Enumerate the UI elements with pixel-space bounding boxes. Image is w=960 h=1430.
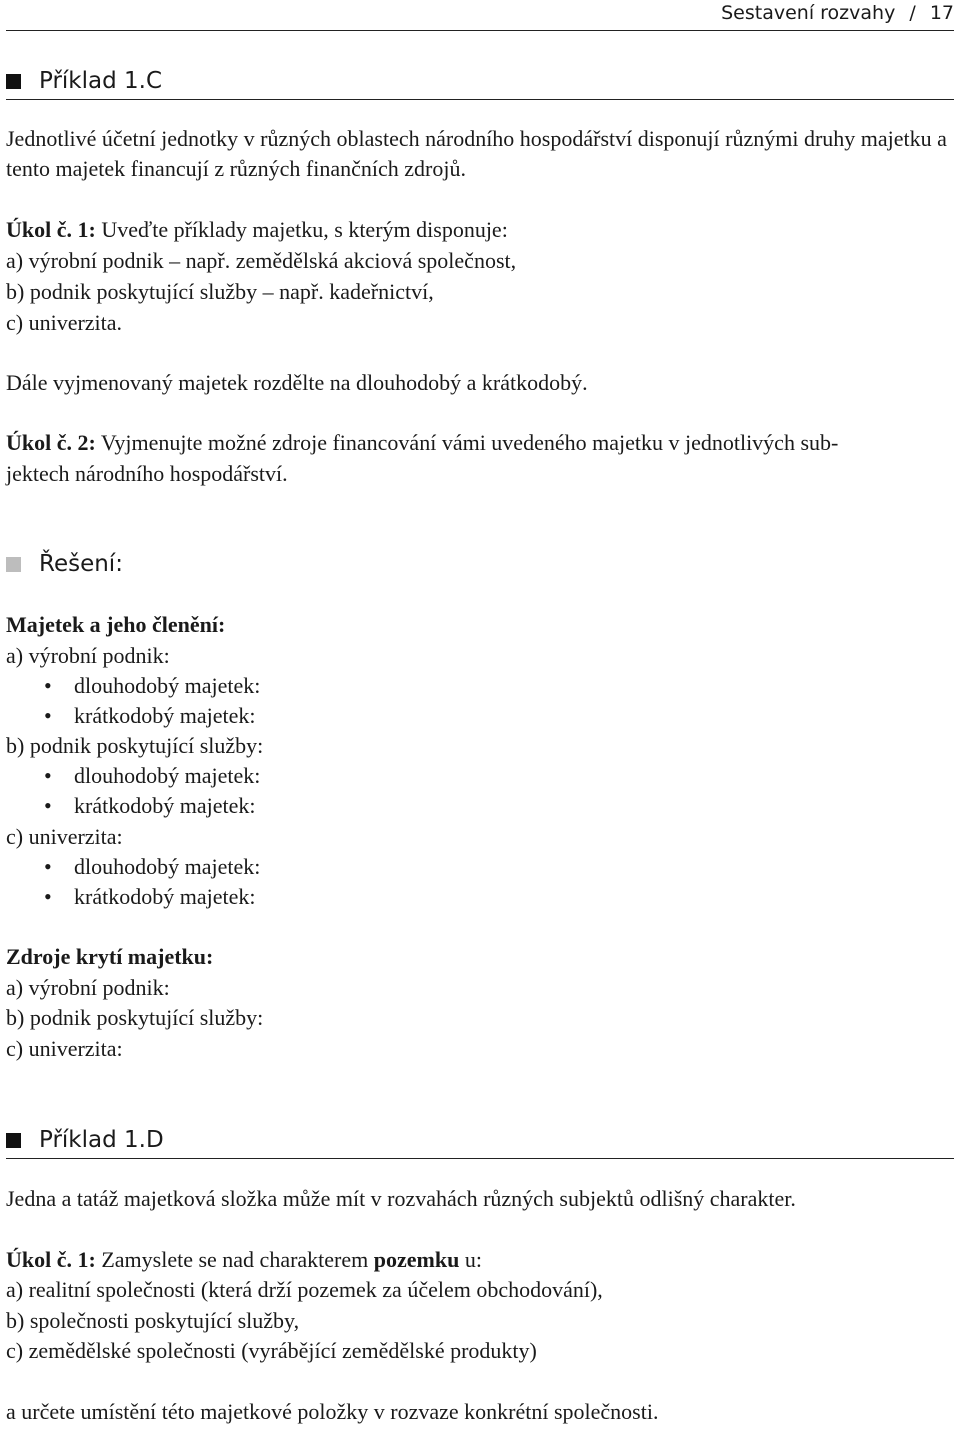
example-d-closing: a určete umístění této majetkové položky v rozvaze konkrétní společnosti.	[6, 1399, 659, 1424]
sources-item-a: a) výrobní podnik:	[6, 975, 170, 1000]
group-c-item-2: • krátkodobý majetek:	[44, 884, 256, 909]
example-d-intro: Jedna a tatáž majetková složka může mít v rozvahách různých subjektů odlišný charakter.	[6, 1186, 796, 1211]
example-c-title: Příklad 1.C	[6, 64, 162, 98]
example-d-title: Příklad 1.D	[6, 1123, 164, 1157]
header-section: Sestavení rozvahy	[721, 2, 896, 24]
example-c-intro: Jednotlivé účetní jednotky v různých oblastech národního hospodářství disponují různými druhy majetku a tento majetek financují z různých finančních zdrojů.	[6, 126, 947, 181]
task1-item-a: a) výrobní podnik – např. zemědělská akciová společnost,	[6, 248, 517, 273]
example-d-task1: Úkol č. 1: Zamyslete se nad charakterem pozemku u:	[6, 1247, 482, 1272]
group-a-item-1: • dlouhodobý majetek:	[44, 673, 261, 698]
running-header	[721, 0, 954, 26]
example-c-task2	[6, 428, 838, 458]
task2-text-cont: jektech národního hospodářství.	[6, 461, 288, 486]
example-c-task1	[6, 215, 508, 245]
example-c-rule	[6, 99, 954, 100]
square-bullet-icon	[6, 74, 21, 89]
page-number: 17	[929, 2, 954, 24]
solution-title: Řešení:	[6, 547, 123, 581]
task2-text: Vyjmenujte možné zdroje financování vámi uvedeného majetku v jednotlivých sub-	[95, 430, 839, 455]
group-b-item-1: • dlouhodobý majetek:	[44, 763, 261, 788]
task2-label: Úkol č. 2:	[6, 430, 96, 455]
group-c-label: c) univerzita:	[6, 824, 123, 849]
group-b-label: b) podnik poskytující služby:	[6, 733, 264, 758]
d-task1-item-c: c) zemědělské společnosti (vyrábějící zemědělské produkty)	[6, 1338, 537, 1363]
sources-item-b: b) podnik poskytující služby:	[6, 1005, 264, 1030]
task1-text: Uveďte příklady majetku, s kterým disponuje:	[95, 217, 508, 242]
header-rule	[6, 30, 954, 31]
task1-item-b: b) podnik poskytující služby – např. kadeřnictví,	[6, 279, 434, 304]
assets-heading: Majetek a jeho členění:	[6, 612, 226, 637]
example-d-rule	[6, 1158, 954, 1159]
header-separator: /	[909, 2, 916, 24]
d-task1-item-a: a) realitní společnosti (která drží pozemek za účelem obchodování),	[6, 1277, 603, 1302]
task1-follow: Dále vyjmenovaný majetek rozdělte na dlouhodobý a krátkodobý.	[6, 370, 588, 395]
group-a-item-2: • krátkodobý majetek:	[44, 703, 256, 728]
square-bullet-icon	[6, 1133, 21, 1148]
d-task1-item-b: b) společnosti poskytující služby,	[6, 1308, 300, 1333]
task1-label: Úkol č. 1:	[6, 217, 96, 242]
grey-square-bullet-icon	[6, 557, 21, 572]
task1-item-c: c) univerzita.	[6, 310, 123, 335]
group-a-label: a) výrobní podnik:	[6, 643, 170, 668]
d-task1-label: Úkol č. 1:	[6, 1247, 96, 1272]
d-task1-bold: pozemku	[373, 1247, 460, 1272]
sources-heading: Zdroje krytí majetku:	[6, 944, 214, 969]
group-b-item-2: • krátkodobý majetek:	[44, 793, 256, 818]
sources-item-c: c) univerzita:	[6, 1036, 123, 1061]
group-c-item-1: • dlouhodobý majetek:	[44, 854, 261, 879]
